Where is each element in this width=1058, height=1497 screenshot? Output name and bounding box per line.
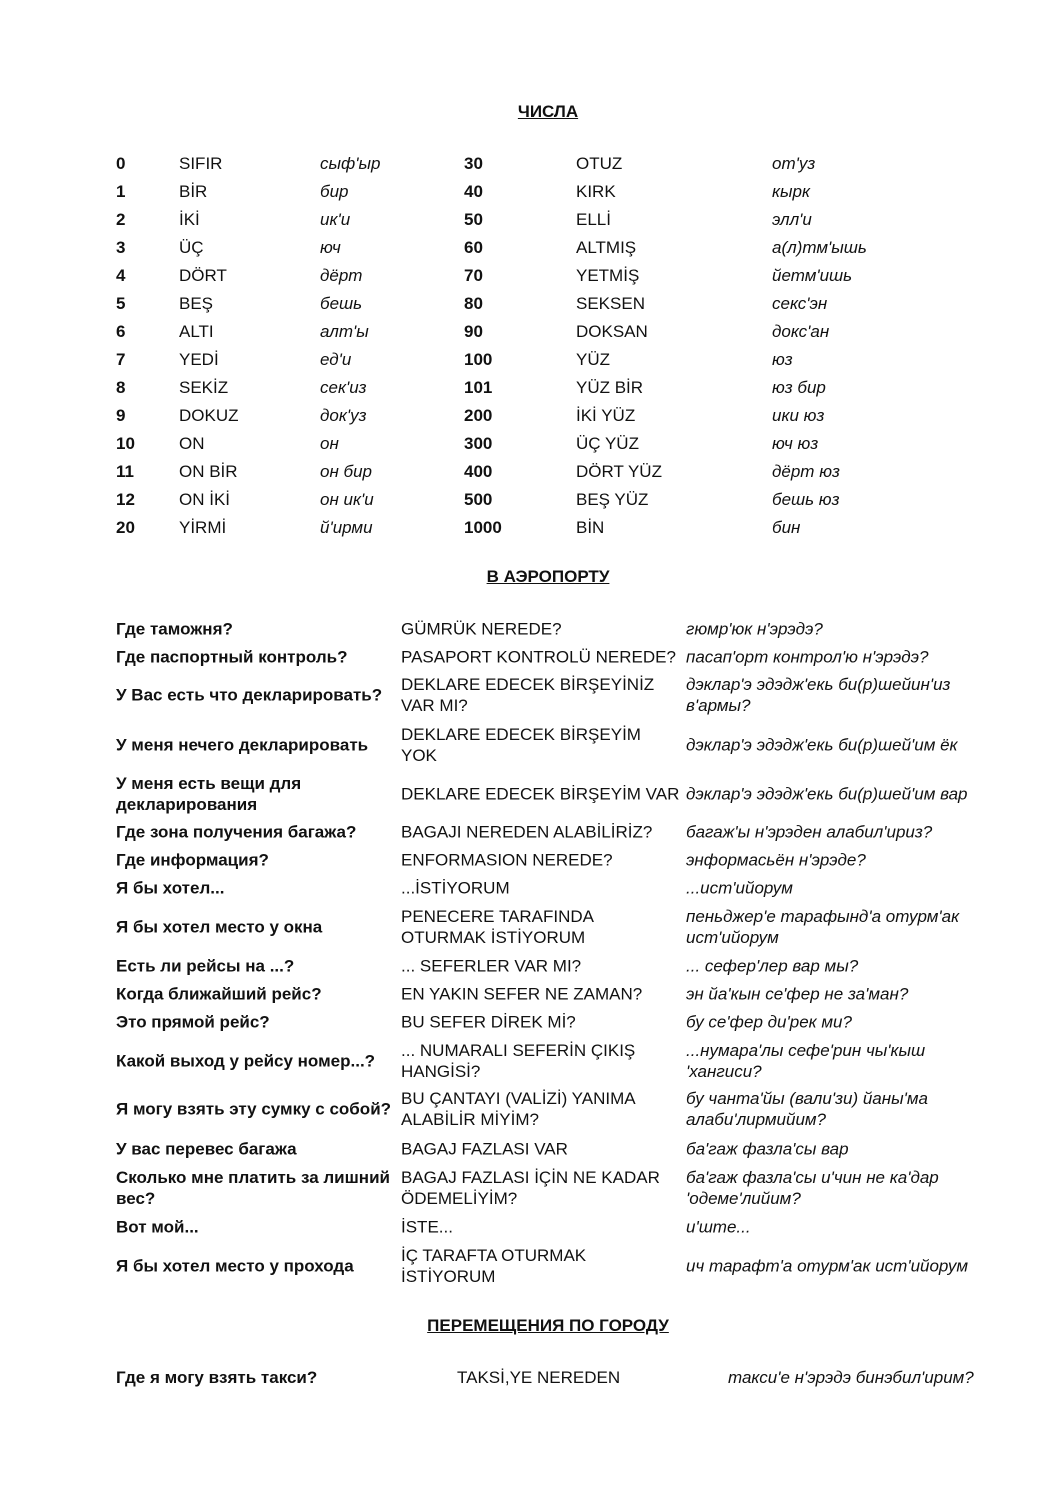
number-turkish: YETMİŞ <box>576 266 640 285</box>
phrase-turkish: BAGAJ FAZLASI VAR <box>401 1139 568 1159</box>
phrase-pronunciation: эн йа'кын се'фер не за'ман? <box>686 984 909 1004</box>
number-turkish: SEKSEN <box>576 294 645 313</box>
number-digit: 4 <box>116 266 126 285</box>
phrase-russian: Есть ли рейсы на ...? <box>116 956 295 976</box>
number-turkish: DOKSAN <box>576 322 648 341</box>
number-pronunciation: а(л)тм'ышь <box>772 238 867 257</box>
number-row <box>0 264 1058 288</box>
number-pronunciation: бешь <box>320 294 363 313</box>
phrase-row <box>0 1135 1058 1163</box>
phrase-pronunciation: ба'гаж фазла'сы вар <box>686 1139 849 1159</box>
phrase-turkish: ENFORMASION NEREDE? <box>401 850 613 870</box>
number-pronunciation: сек'из <box>320 378 367 397</box>
number-pronunciation: от'уз <box>772 154 816 173</box>
phrase-pronunciation: ... сефер'лер вар мы? <box>686 956 859 976</box>
number-turkish: SIFIR <box>179 154 223 173</box>
number-row <box>0 376 1058 400</box>
phrase-row <box>0 1243 1058 1289</box>
phrase-pronunciation: бу се'фер ди'рек ми? <box>686 1012 852 1032</box>
number-turkish: ÜÇ YÜZ <box>576 434 639 453</box>
number-pronunciation: сыф'ыр <box>320 154 381 173</box>
number-turkish: ON <box>179 434 205 453</box>
phrase-row <box>0 1165 1058 1211</box>
phrase-pronunciation: ...ист'ийорум <box>686 878 793 898</box>
number-pronunciation: дёрт <box>320 266 363 285</box>
number-turkish: SEKİZ <box>179 378 229 397</box>
phrase-turkish: EN YAKIN SEFER NE ZAMAN? <box>401 984 643 1004</box>
number-turkish: DÖRT YÜZ <box>576 462 662 481</box>
number-row <box>0 236 1058 260</box>
number-pronunciation: йетм'ишь <box>772 266 853 285</box>
number-digit: 12 <box>116 490 135 509</box>
number-pronunciation: он бир <box>320 462 373 481</box>
phrase-russian: Где я могу взять такси? <box>116 1368 318 1387</box>
phrase-russian: Где паспортный контроль? <box>116 647 348 667</box>
number-row <box>0 180 1058 204</box>
phrase-russian: У Вас есть что декларировать? <box>116 685 383 705</box>
number-pronunciation: докс'ан <box>772 322 830 341</box>
phrase-russian: Я бы хотел место у прохода <box>116 1256 354 1276</box>
phrase-pronunciation: дэклар'э эдэдж'екь би(р)шейин'из в'армы? <box>686 675 951 715</box>
phrase-russian: Сколько мне платить за лишний вес? <box>116 1168 390 1208</box>
number-turkish: BEŞ YÜZ <box>576 490 649 509</box>
number-turkish: ALTMIŞ <box>576 238 637 257</box>
number-turkish: İKİ YÜZ <box>576 406 636 425</box>
number-digit: 9 <box>116 406 126 425</box>
number-turkish: BEŞ <box>179 294 214 313</box>
phrase-pronunciation: ич тарафт'а отурм'ак ист'ийорум <box>686 1256 968 1276</box>
number-row <box>0 208 1058 232</box>
number-digit: 90 <box>464 322 483 341</box>
number-pronunciation: ики юз <box>772 406 825 425</box>
phrase-pronunciation: ба'гаж фазла'сы и'чин не ка'дар 'одеме'лийим? <box>686 1168 939 1208</box>
number-digit: 60 <box>464 238 483 257</box>
number-pronunciation: бин <box>772 518 801 537</box>
phrase-russian: Где зона получения багажа? <box>116 822 357 842</box>
number-turkish: KIRK <box>576 182 616 201</box>
number-digit: 2 <box>116 210 126 229</box>
number-pronunciation: юз <box>772 350 793 369</box>
phrase-turkish: BU SEFER DİREK Mİ? <box>401 1012 576 1032</box>
phrase-row <box>0 846 1058 874</box>
phrase-russian: Где таможня? <box>116 619 233 639</box>
phrase-russian: Когда ближайший рейс? <box>116 984 322 1004</box>
number-turkish: YÜZ <box>576 350 610 369</box>
phrase-turkish: DEKLARE EDECEK BİRŞEYİM VAR <box>401 784 680 804</box>
phrase-pronunciation: такси'е н'эрэдэ бинэбил'ирим? <box>728 1368 974 1387</box>
number-digit: 500 <box>464 490 493 509</box>
number-row <box>0 488 1058 512</box>
number-pronunciation: юч юз <box>772 434 819 453</box>
phrase-pronunciation: багаж'ы н'эрэден алабил'ириз? <box>686 822 933 842</box>
number-digit: 11 <box>116 462 134 481</box>
number-row <box>0 348 1058 372</box>
phrase-russian: Я могу взять эту сумку с собой? <box>116 1099 392 1119</box>
number-row <box>0 292 1058 316</box>
number-digit: 10 <box>116 434 135 453</box>
number-pronunciation: элл'и <box>772 210 812 229</box>
city-title: ПЕРЕМЕЩЕНИЯ ПО ГОРОДУ <box>427 1316 669 1335</box>
phrase-row <box>0 1038 1058 1084</box>
number-digit: 7 <box>116 350 126 369</box>
number-digit: 0 <box>116 154 126 173</box>
number-digit: 200 <box>464 406 493 425</box>
number-turkish: YEDİ <box>179 350 219 369</box>
number-pronunciation: кырк <box>772 182 811 201</box>
phrase-row <box>0 904 1058 950</box>
number-digit: 1 <box>116 182 126 201</box>
phrase-russian: Это прямой рейс? <box>116 1012 270 1032</box>
number-digit: 5 <box>116 294 126 313</box>
phrase-row <box>0 643 1058 671</box>
phrase-turkish: TAKSİ,YE NEREDEN <box>457 1368 621 1387</box>
number-turkish: BİN <box>576 518 605 537</box>
number-turkish: DÖRT <box>179 266 227 285</box>
number-pronunciation: дёрт юз <box>772 462 840 481</box>
airport-title: В АЭРОПОРТУ <box>486 567 610 586</box>
number-row <box>0 460 1058 484</box>
phrase-turkish: ... NUMARALI SEFERİN ÇIKIŞ HANGİSİ? <box>401 1041 636 1081</box>
phrase-row <box>0 771 1058 817</box>
number-turkish: DOKUZ <box>179 406 239 425</box>
phrase-row <box>0 1008 1058 1036</box>
phrase-turkish: BU ÇANTAYI (VALİZİ) YANIMA ALABİLİR MİYİM? <box>401 1089 635 1129</box>
phrase-pronunciation: бу чанта'йы (вали'зи) йаны'ма алаби'лирмийим? <box>686 1089 928 1129</box>
number-digit: 70 <box>464 266 483 285</box>
phrase-russian: Где информация? <box>116 850 269 870</box>
phrase-russian: У меня нечего декларировать <box>116 735 369 755</box>
number-turkish: İKİ <box>179 210 200 229</box>
number-pronunciation: секс'эн <box>772 294 828 313</box>
phrase-russian: У вас перевес багажа <box>116 1139 297 1159</box>
phrase-row <box>0 818 1058 846</box>
phrase-pronunciation: ...нумара'лы сефе'рин чы'кыш 'хангиси? <box>686 1041 926 1081</box>
phrase-row <box>0 615 1058 643</box>
number-row <box>0 432 1058 456</box>
phrase-russian: Я бы хотел место у окна <box>116 917 323 937</box>
phrase-row <box>0 1086 1058 1132</box>
phrase-turkish: PASAPORT KONTROLÜ NEREDE? <box>401 647 676 667</box>
phrase-turkish: DEKLARE EDECEK BİRŞEYİM YOK <box>401 725 641 765</box>
number-pronunciation: он <box>320 434 339 453</box>
number-turkish: ON İKİ <box>179 490 231 509</box>
number-digit: 8 <box>116 378 126 397</box>
number-turkish: ÜÇ <box>179 238 204 257</box>
number-turkish: YÜZ BİR <box>576 378 644 397</box>
phrase-turkish: İSTE... <box>401 1217 453 1237</box>
number-pronunciation: алт'ы <box>320 322 369 341</box>
phrase-russian: Какой выход у рейсу номер...? <box>116 1051 376 1071</box>
phrase-turkish: BAGAJ FAZLASI İÇİN NE KADAR ÖDEMELİYİM? <box>401 1168 660 1208</box>
phrase-pronunciation: гюмр'юк н'эрэдэ? <box>686 619 823 639</box>
number-turkish: ELLİ <box>576 210 611 229</box>
number-row <box>0 516 1058 540</box>
number-pronunciation: юз бир <box>772 378 826 397</box>
phrase-row <box>0 672 1058 718</box>
number-digit: 20 <box>116 518 135 537</box>
phrase-pronunciation: дэклар'э эдэдж'екь би(р)шей'им ёк <box>686 735 958 755</box>
number-turkish: OTUZ <box>576 154 623 173</box>
city-row <box>0 1365 1058 1391</box>
number-digit: 300 <box>464 434 493 453</box>
phrase-row <box>0 1213 1058 1241</box>
number-pronunciation: он ик'и <box>320 490 374 509</box>
number-digit: 3 <box>116 238 126 257</box>
number-digit: 100 <box>464 350 493 369</box>
phrase-turkish: ...İSTİYORUM <box>401 878 510 898</box>
phrase-turkish: GÜMRÜK NEREDE? <box>401 619 562 639</box>
phrase-turkish: BAGAJI NEREDEN ALABİLİRİZ? <box>401 822 653 842</box>
number-row <box>0 320 1058 344</box>
number-digit: 400 <box>464 462 493 481</box>
number-digit: 80 <box>464 294 483 313</box>
number-pronunciation: док'уз <box>320 406 367 425</box>
number-turkish: ON BİR <box>179 462 238 481</box>
number-pronunciation: бешь юз <box>772 490 840 509</box>
phrase-row <box>0 722 1058 768</box>
number-pronunciation: й'ирми <box>320 518 373 537</box>
number-digit: 101 <box>464 378 493 397</box>
phrase-pronunciation: энформасьён н'эрэде? <box>686 850 866 870</box>
phrase-turkish: ... SEFERLER VAR MI? <box>401 956 582 976</box>
phrase-russian: Я бы хотел... <box>116 878 225 898</box>
number-turkish: ALTI <box>179 322 214 341</box>
number-digit: 50 <box>464 210 483 229</box>
number-pronunciation: бир <box>320 182 349 201</box>
phrase-turkish: İÇ TARAFTA OTURMAK İSTİYORUM <box>401 1246 587 1286</box>
number-turkish: YİRMİ <box>179 518 227 537</box>
number-digit: 30 <box>464 154 483 173</box>
phrase-turkish: PENECERE TARAFINDA OTURMAK İSTİYORUM <box>401 907 594 947</box>
phrase-pronunciation: пеньджер'е тарафынд'а отурм'ак ист'ийорум <box>686 907 960 947</box>
phrase-pronunciation: и'ште... <box>686 1217 751 1237</box>
phrase-russian: У меня есть вещи для декларирования <box>116 774 302 814</box>
number-pronunciation: ик'и <box>320 210 351 229</box>
phrase-row <box>0 980 1058 1008</box>
number-turkish: BİR <box>179 182 208 201</box>
phrase-pronunciation: пасап'орт контрол'ю н'эрэдэ? <box>686 647 929 667</box>
phrase-russian: Вот мой... <box>116 1217 199 1237</box>
phrase-row <box>0 952 1058 980</box>
phrase-pronunciation: дэклар'э эдэдж'екь би(р)шей'им вар <box>686 784 968 804</box>
phrase-turkish: DEKLARE EDECEK BİRŞEYİNİZ VAR MI? <box>401 675 655 715</box>
number-row <box>0 404 1058 428</box>
number-pronunciation: юч <box>320 238 341 257</box>
number-row <box>0 152 1058 176</box>
phrase-row <box>0 874 1058 902</box>
numbers-title: ЧИСЛА <box>517 102 579 121</box>
number-digit: 6 <box>116 322 126 341</box>
number-digit: 40 <box>464 182 483 201</box>
number-pronunciation: ед'и <box>320 350 352 369</box>
number-digit: 1000 <box>464 518 502 537</box>
